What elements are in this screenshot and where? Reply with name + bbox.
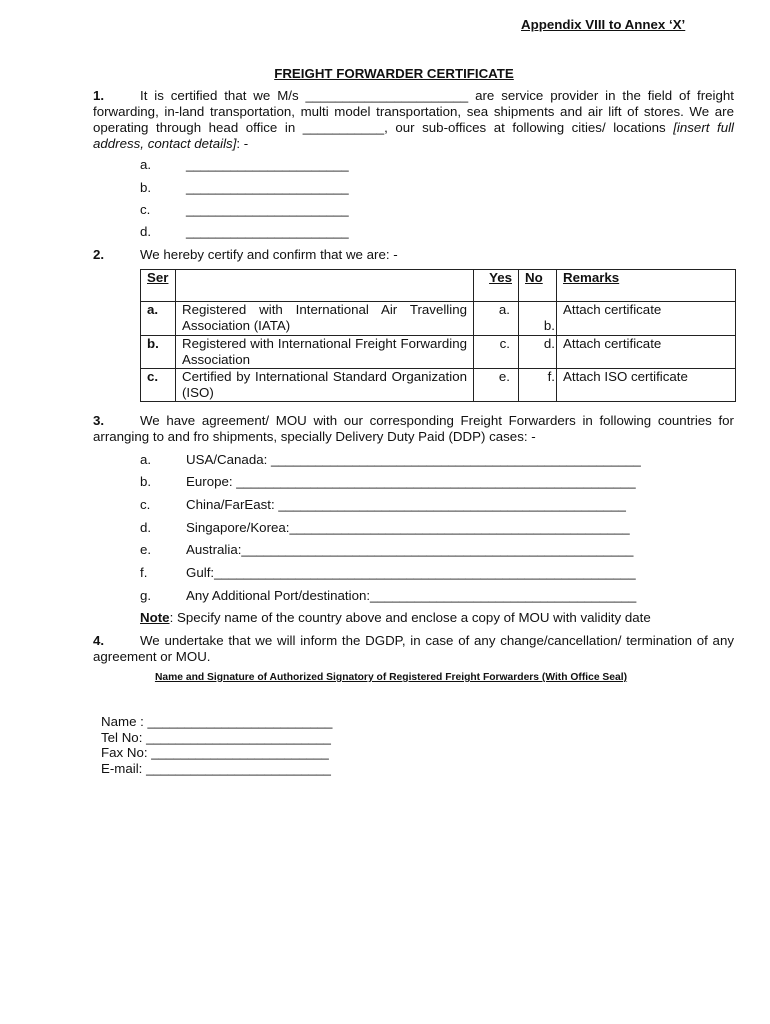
- no-checkbox[interactable]: [519, 369, 557, 402]
- country-item-c: [140, 497, 626, 513]
- row-remarks: Attach ISO certificate: [557, 369, 736, 402]
- yes-checkbox[interactable]: [474, 336, 519, 369]
- paragraph-2: [93, 247, 398, 263]
- table-row: [141, 336, 736, 369]
- item-label: e.: [140, 542, 152, 557]
- note-label: Note: [140, 610, 170, 625]
- item-label: b.: [140, 474, 152, 489]
- paragraph-3: [93, 413, 734, 445]
- paragraph-number: 1.: [93, 88, 105, 103]
- certification-table: [140, 269, 736, 402]
- row-remarks: Attach certificate: [557, 336, 736, 369]
- country-field[interactable]: USA/Canada: __________________________________________________: [186, 452, 641, 467]
- fill-blank[interactable]: ______________________: [186, 157, 349, 172]
- email-field[interactable]: E-mail: _________________________: [101, 761, 331, 776]
- yes-label: c.: [499, 336, 510, 351]
- signature-heading: Name and Signature of Authorized Signatory of Registered Freight Forwarders (With Office Seal): [154, 672, 628, 683]
- fill-blank[interactable]: ______________________: [186, 202, 349, 217]
- yes-label: e.: [498, 369, 510, 384]
- row-remarks: Attach certificate: [557, 302, 736, 336]
- item-label: c.: [140, 497, 151, 512]
- paragraph-number: 4.: [93, 633, 105, 648]
- header-description: [176, 270, 474, 302]
- row-description: Certified by International Standard Organization (ISO): [176, 369, 474, 402]
- item-label: d.: [140, 224, 152, 239]
- country-item-f: [140, 565, 636, 581]
- item-label: g.: [140, 588, 152, 603]
- country-item-a: [140, 452, 641, 468]
- country-field[interactable]: Australia:_____________________________________________________: [186, 542, 634, 557]
- country-field[interactable]: Any Additional Port/destination:____________________________________: [186, 588, 637, 603]
- table-row: [141, 302, 736, 336]
- location-item-c: [140, 202, 349, 218]
- location-item-d: [140, 224, 349, 240]
- yes-checkbox[interactable]: [474, 302, 519, 336]
- header-no: No: [519, 270, 557, 302]
- fill-blank[interactable]: ______________________: [186, 180, 349, 195]
- country-field[interactable]: Europe: ______________________________________________________: [186, 474, 636, 489]
- paragraph-number: 2.: [93, 247, 105, 262]
- paragraph-text: We have agreement/ MOU with our corresponding Freight Forwarders in following countries for arranging to and fro shipments, specially Delivery Duty Paid (DDP) cases: -: [93, 413, 734, 444]
- yes-label: a.: [498, 302, 510, 317]
- no-label: d.: [543, 336, 555, 351]
- header-ser: Ser: [141, 270, 176, 302]
- paragraph-1: [93, 88, 734, 152]
- paragraph-italic-note: [insert full address, contact details]: [93, 120, 734, 151]
- paragraph-text: We undertake that we will inform the DGDP, in case of any change/cancellation/ termination of any agreement or MOU.: [93, 633, 734, 664]
- yes-checkbox[interactable]: [474, 369, 519, 402]
- header-yes: Yes: [474, 270, 519, 302]
- country-field[interactable]: China/FarEast: _______________________________________________: [186, 497, 626, 512]
- item-label: a.: [140, 452, 152, 467]
- country-field[interactable]: Gulf:_________________________________________________________: [186, 565, 636, 580]
- no-checkbox[interactable]: [519, 336, 557, 369]
- paragraph-4: [93, 633, 734, 665]
- item-label: a.: [140, 157, 152, 172]
- country-field[interactable]: Singapore/Korea:______________________________________________: [186, 520, 630, 535]
- country-item-g: [140, 588, 636, 604]
- table-header-row: [141, 270, 736, 302]
- no-label: f.: [547, 369, 555, 384]
- row-description: Registered with International Freight Forwarding Association: [176, 336, 474, 369]
- row-ser: a.: [141, 302, 176, 336]
- paragraph-number: 3.: [93, 413, 105, 428]
- item-label: b.: [140, 180, 152, 195]
- fill-blank[interactable]: ______________________: [186, 224, 349, 239]
- country-item-d: [140, 520, 630, 536]
- note-text: : Specify name of the country above and enclose a copy of MOU with validity date: [169, 610, 651, 625]
- page-title: FREIGHT FORWARDER CERTIFICATE: [274, 66, 514, 81]
- paragraph-text: It is certified that we M/s ______________________ are service provider in the field of freight forwarding, in-land transportation, multi model transportation, sea shipments and air lift of stores. We are operating through head office in ___________, our sub-offices at following cities/ locations: [93, 88, 734, 135]
- country-item-b: [140, 474, 636, 490]
- name-field[interactable]: Name : _________________________: [101, 714, 333, 729]
- item-label: f.: [140, 565, 148, 580]
- header-remarks: Remarks: [557, 270, 736, 302]
- item-label: c.: [140, 202, 151, 217]
- tel-field[interactable]: Tel No: _________________________: [101, 730, 331, 745]
- country-item-e: [140, 542, 633, 558]
- location-item-a: [140, 157, 349, 173]
- paragraph-text-end: : -: [236, 136, 249, 151]
- row-ser: b.: [141, 336, 176, 369]
- paragraph-text: We hereby certify and confirm that we are: -: [140, 247, 398, 262]
- fax-field[interactable]: Fax No: ________________________: [101, 745, 329, 760]
- row-description: Registered with International Air Travelling Association (IATA): [176, 302, 474, 336]
- table-row: [141, 369, 736, 402]
- row-ser: c.: [141, 369, 176, 402]
- item-label: d.: [140, 520, 152, 535]
- no-label: b.: [543, 318, 555, 333]
- location-item-b: [140, 180, 349, 196]
- note: [140, 610, 651, 626]
- no-checkbox[interactable]: [519, 302, 557, 336]
- appendix-reference: Appendix VIII to Annex ‘X’: [521, 17, 686, 32]
